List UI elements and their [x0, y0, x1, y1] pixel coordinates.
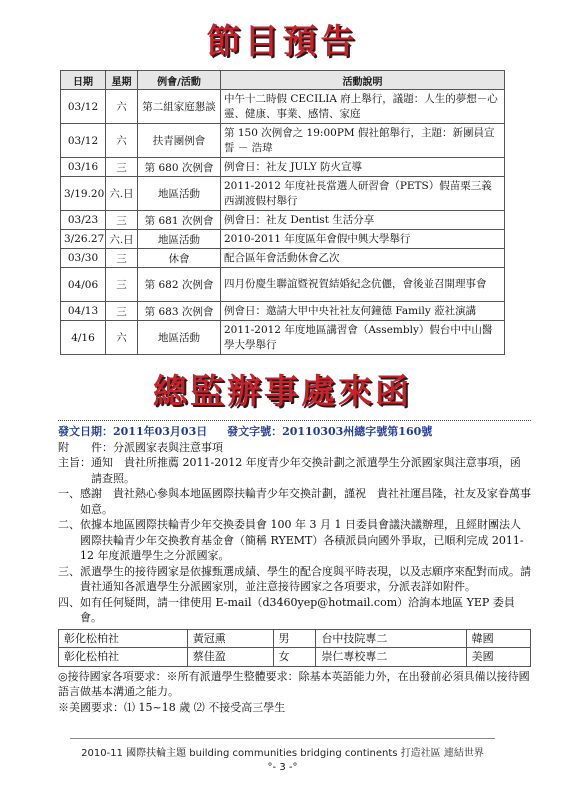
row-date: 03/30: [61, 249, 106, 268]
row-day: 三: [106, 211, 138, 230]
row-date: 03/16: [61, 158, 106, 177]
student-country: 韓國: [466, 629, 530, 648]
row-event: 休會: [138, 249, 221, 268]
attachment-line: [58, 440, 531, 456]
table-row: [61, 302, 505, 321]
row-day: 三: [106, 249, 138, 268]
student-club: 彰化松柏社: [59, 648, 188, 667]
footer-divider: [70, 738, 495, 739]
row-day: 六: [106, 124, 138, 158]
row-event: 扶青團例會: [138, 124, 221, 158]
item-label: 二、: [58, 518, 80, 531]
table-row: [61, 268, 505, 302]
subject-text: 通知 貴社所推薦 2011-2012 年度青少年交換計劃之派遣學生分派國家與注意事項，函請查照。: [91, 456, 521, 485]
row-date: 03/12: [61, 124, 106, 158]
row-event: 第二組家庭懇談: [138, 90, 221, 124]
table-row: [61, 124, 505, 158]
header-event: 例會/活動: [138, 71, 221, 90]
program-title: 節目預告: [206, 22, 359, 62]
student-gender: 男: [273, 629, 316, 648]
send-date: 發文日期：2011年03月03日: [58, 425, 208, 438]
student-school: 崇仁專校專二: [316, 648, 466, 667]
row-desc: 2010-2011 年度區年會假中興大學舉行: [221, 230, 505, 249]
row-desc: 2011-2012 年度地區講習會（Assembly）假台中中山醫學大學舉行: [221, 321, 505, 355]
row-desc: 配合區年會活動休會乙次: [221, 249, 505, 268]
send-number: 發文字號：20110303州總字號第160號: [227, 425, 433, 438]
row-day: 六.日: [106, 177, 138, 211]
item-text: 依據本地區國際扶輪青少年交換委員會 100 年 3 月 1 日委員會議決議辦理，且經財團法人國際扶輪青少年交換教育基金會（簡稱 RYEMT）各積派員向國外爭取，已順利完成 2011-12 年度派遣學生之分派國家。: [80, 518, 524, 562]
row-desc: 中午十二時假 CECILIA 府上舉行，議題：人生的夢想－心靈、健康、事業、感情、家庭: [221, 90, 505, 124]
item-label: 四、: [58, 595, 80, 609]
subject-line: [58, 455, 531, 486]
row-desc: 例會日：社友 JULY 防火宣導: [221, 158, 505, 177]
program-table: [60, 70, 505, 355]
row-date: 03/12: [61, 90, 106, 124]
row-desc: 例會日：社友 Dentist 生活分享: [221, 211, 505, 230]
row-date: 04/13: [61, 302, 106, 321]
row-date: 03/23: [61, 211, 106, 230]
item-text: 感謝 貴社熱心參與本地區國際扶輪青少年交換計劃，謹祝 貴社社運昌隆，社友及家眷萬事如意。: [80, 487, 531, 516]
header-desc: 活動說明: [221, 71, 505, 90]
header-day: 星期: [106, 71, 138, 90]
list-item: [58, 564, 542, 595]
student-gender: 女: [273, 648, 316, 667]
row-day: 三: [106, 302, 138, 321]
row-desc: 例會日：邀請大甲中央社社友何鐘德 Family 蒞社演講: [221, 302, 505, 321]
list-item: [58, 595, 531, 626]
footer-theme: 2010-11 國際扶輪主題 building communities bridging continents 打造社區 連結世界: [81, 748, 484, 759]
list-item: [58, 517, 531, 564]
row-event: 地區活動: [138, 177, 221, 211]
table-row: [61, 230, 505, 249]
list-item: [58, 486, 531, 517]
student-name: 蔡佳盈: [187, 648, 273, 667]
row-desc: 第 150 次例會之 19:00PM 假社館舉行，主題：新團員宣誓 － 浩瑋: [221, 124, 505, 158]
letter-body: [58, 420, 542, 715]
row-event: 地區活動: [138, 230, 221, 249]
row-event: 第 683 次例會: [138, 302, 221, 321]
item-text: 派遣學生的接待國家是依據甄選成績、學生的配合度與平時表現，以及志願序來配對而成。請 貴社通知各派遣學生分派國家別，並注意接待國家之各項要求，分派表詳如附件。: [80, 564, 542, 593]
student-name: 黃冠熏: [187, 629, 273, 648]
row-day: 三: [106, 158, 138, 177]
row-date: 3/26.27: [61, 230, 106, 249]
student-school: 台中技院專二: [316, 629, 466, 648]
row-date: 4/16: [61, 321, 106, 355]
subject-label: 主旨：: [58, 456, 91, 469]
table-row: [61, 321, 505, 355]
table-row: [61, 211, 505, 230]
student-club: 彰化松柏社: [59, 629, 188, 648]
attachment-text: 分派國家表與注意事項: [113, 440, 223, 454]
page-number: °- 3 -°: [267, 762, 298, 773]
student-country: 美國: [466, 648, 530, 667]
item-label: 三、: [58, 564, 80, 578]
item-text: 如有任何疑問，請一律使用 E-mail（d3460yep@hotmail.com）洽詢本地區 YEP 委員會。: [80, 595, 515, 624]
table-row: [61, 90, 505, 124]
row-desc: 2011-2012 年度社長當選人研習會（PETS）假苗栗三義西湖渡假村舉行: [221, 177, 505, 211]
row-event: 第 682 次例會: [138, 268, 221, 302]
table-row: [59, 648, 531, 667]
table-row: [61, 177, 505, 211]
letter-title: 總監辦事處來函: [153, 372, 412, 412]
attachment-label: 附 件：: [58, 440, 113, 454]
header-date: 日期: [61, 71, 106, 90]
table-row: [61, 158, 505, 177]
requirement-usa: ※美國要求：⑴ 15~18 歲 ⑵ 不接受高三學生: [58, 700, 286, 714]
row-date: 3/19.20: [61, 177, 106, 211]
program-header-row: [61, 71, 505, 90]
item-label: 一、: [58, 487, 80, 500]
student-table: [58, 629, 531, 667]
row-day: 六: [106, 321, 138, 355]
row-day: 六.日: [106, 230, 138, 249]
row-date: 04/06: [61, 268, 106, 302]
table-row: [59, 629, 531, 648]
row-event: 地區活動: [138, 321, 221, 355]
table-row: [61, 249, 505, 268]
row-event: 第 681 次例會: [138, 211, 221, 230]
row-day: 三: [106, 268, 138, 302]
row-event: 第 680 次例會: [138, 158, 221, 177]
row-desc: 四月份慶生聯誼暨祝賀結婚紀念伉儷，會後並召開理事會: [221, 268, 505, 302]
requirement-general: ◎接待國家各項要求：※所有派遣學生整體要求：除基本英語能力外，在出發前必須具備以接待國語言做基本溝通之能力。: [58, 669, 530, 698]
send-info: [58, 424, 531, 440]
row-day: 六: [106, 90, 138, 124]
